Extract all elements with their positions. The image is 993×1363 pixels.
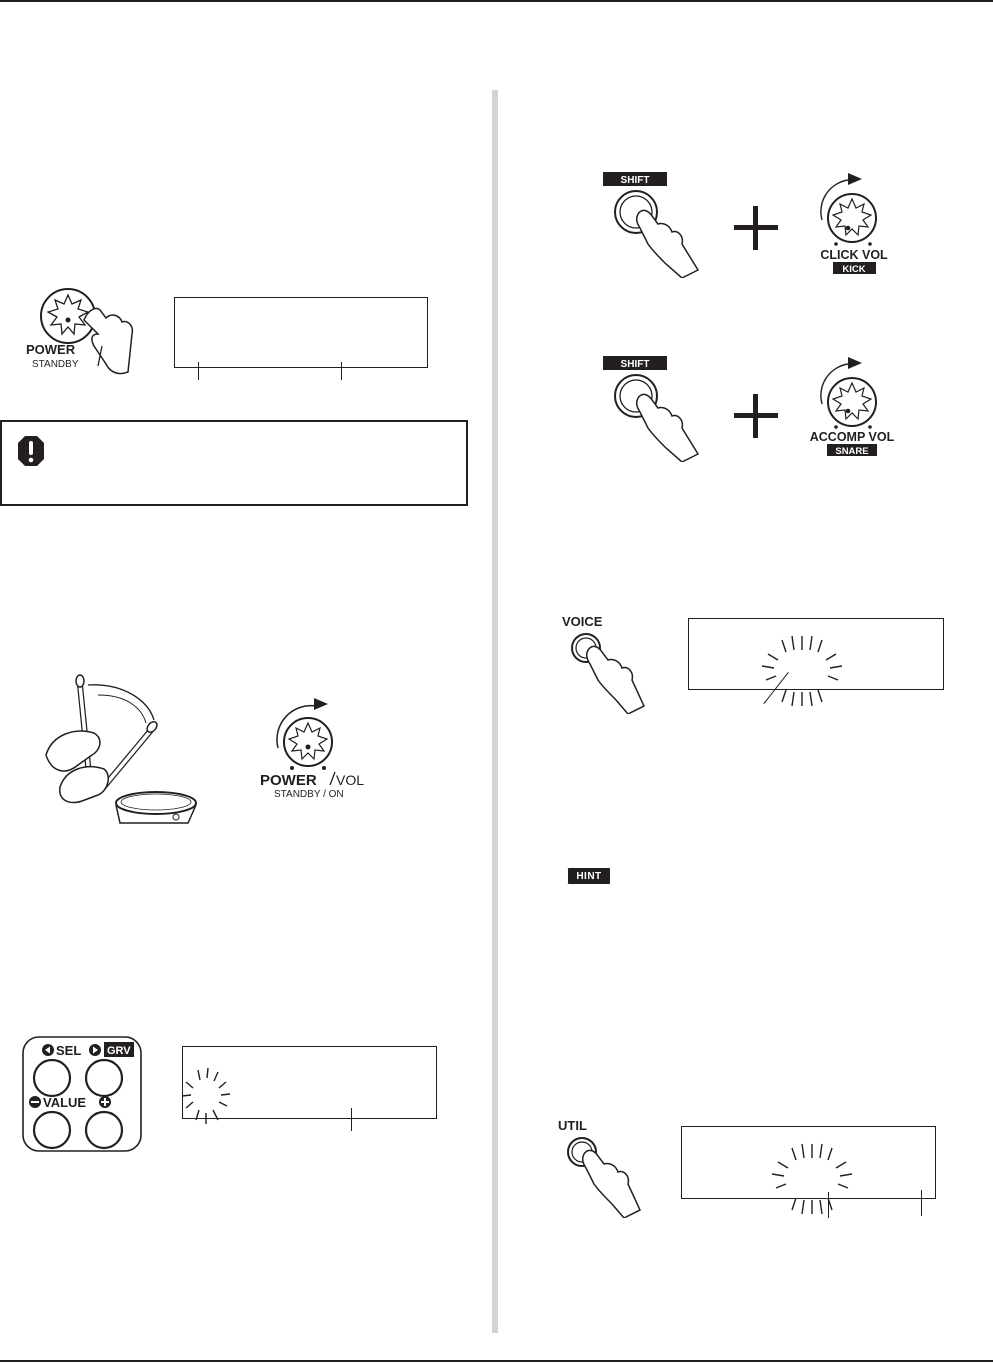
value-label: VALUE	[43, 1095, 87, 1110]
power-standby-illustration	[14, 276, 154, 386]
standby-label: STANDBY	[32, 359, 79, 370]
util-button-press	[556, 1114, 666, 1218]
value-minus-button[interactable]	[34, 1112, 70, 1148]
flash-icon	[754, 632, 848, 716]
caution-icon	[16, 434, 46, 468]
plus-circle-icon	[99, 1096, 111, 1108]
standby-on-label: STANDBY / ON	[274, 789, 344, 800]
pointing-hand-icon	[637, 394, 698, 462]
lcd-pointer-line	[921, 1190, 922, 1216]
sel-right-icon	[89, 1044, 101, 1056]
shift-button-press-1	[598, 166, 708, 278]
power-label: POWER	[260, 772, 317, 789]
snare-label: SNARE	[835, 446, 869, 457]
accomp-vol-knob	[800, 350, 904, 460]
value-plus-button[interactable]	[86, 1112, 122, 1148]
shift-label: SHIFT	[620, 175, 650, 186]
minus-icon	[29, 1096, 41, 1108]
accomp-vol-label: ACCOMP VOL	[809, 430, 895, 444]
flash-icon	[176, 1064, 236, 1130]
sel-label: SEL	[56, 1043, 82, 1058]
caution-box	[0, 420, 468, 506]
lcd-pointer-line	[198, 362, 199, 380]
sel-value-buttons-panel	[22, 1036, 142, 1152]
grv-label: GRV	[107, 1045, 131, 1057]
sel-left-button[interactable]	[34, 1060, 70, 1096]
shift-label: SHIFT	[620, 359, 650, 370]
pointing-hand-icon	[637, 210, 698, 278]
top-rule	[0, 0, 993, 2]
knob-icon	[284, 718, 332, 766]
vol-label: VOL	[336, 772, 365, 788]
plus-icon	[732, 392, 780, 440]
pointing-hand-icon	[583, 1150, 640, 1218]
power-label: POWER	[26, 342, 76, 357]
knob-icon	[828, 378, 876, 426]
lcd-pointer-line	[828, 1192, 829, 1218]
power-vol-knob-illustration	[256, 686, 396, 801]
bottom-rule	[0, 1360, 993, 1362]
pointing-hand-icon	[587, 646, 644, 714]
click-vol-label: CLICK VOL	[820, 248, 888, 262]
knob-icon	[828, 194, 876, 242]
column-divider	[492, 90, 498, 1333]
util-label: UTIL	[558, 1118, 587, 1133]
shift-button-press-2	[598, 350, 708, 462]
kick-label: KICK	[842, 264, 866, 275]
flash-icon	[764, 1140, 858, 1224]
drumsticks-pad-illustration	[38, 665, 210, 825]
lcd-pointer-line	[351, 1108, 352, 1131]
plus-icon	[732, 204, 780, 252]
lcd-pointer-line	[341, 362, 342, 380]
sel-right-button[interactable]	[86, 1060, 122, 1096]
voice-button-press	[560, 610, 670, 714]
click-vol-knob	[808, 166, 898, 278]
hint-badge: HINT	[567, 867, 611, 885]
drum-pad-icon	[116, 792, 196, 823]
voice-label: VOICE	[562, 614, 603, 629]
lcd-display-power	[174, 297, 428, 368]
sel-left-icon	[42, 1044, 54, 1056]
pointing-hand-icon	[84, 308, 132, 373]
